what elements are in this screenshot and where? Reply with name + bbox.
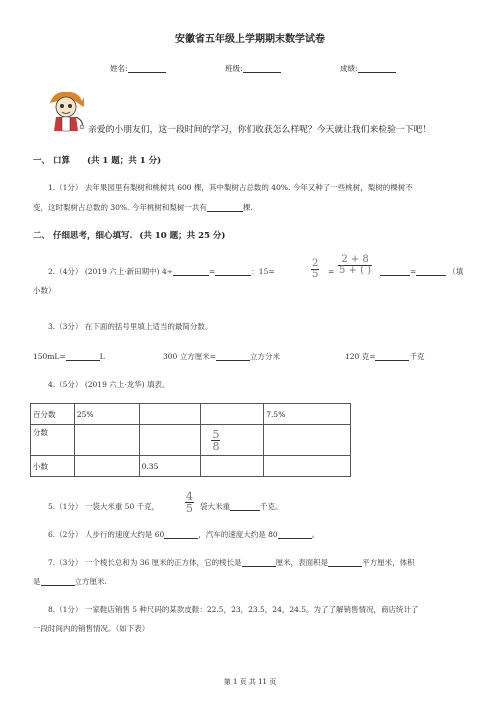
q7-text-a: 一个棱长总和为 36 厘米的正方体，它的棱长是 <box>84 558 242 567</box>
q5-line1 <box>48 502 159 511</box>
score-blank[interactable] <box>358 64 396 73</box>
q3-text: 在下面的括号里填上适当的最简分数。 <box>84 322 213 331</box>
q3-item2 <box>163 352 280 361</box>
table-cell: 7.5% <box>264 404 351 425</box>
q2-blank-3[interactable] <box>380 267 410 276</box>
q6-line1 <box>48 530 319 539</box>
q2-blank-1[interactable] <box>173 267 209 276</box>
table-cell: 分数 <box>31 425 75 456</box>
table-cell[interactable] <box>139 404 201 425</box>
q2-blank-4[interactable] <box>416 267 446 276</box>
q7-text-b: 厘米，表面积是 <box>275 558 329 567</box>
q6-prefix: 6.（2分） <box>48 530 83 539</box>
name-label: 姓名: <box>110 64 128 73</box>
q4-source: (2019 六上·龙华) <box>84 380 145 389</box>
mascot-image <box>40 87 88 135</box>
q3-item2-a: 300 立方厘米= <box>163 352 216 361</box>
q5-prefix: 5.（1分） <box>48 502 83 511</box>
q1-line1 <box>48 183 413 192</box>
q1-text-c: 棵. <box>242 203 253 212</box>
table-cell[interactable] <box>74 456 139 477</box>
name-field <box>110 64 166 73</box>
greeting-text: 亲爱的小朋友们，这一段时间的学习，你们收获怎么样呢？今天就让我们来检验一下吧！ <box>88 125 432 135</box>
class-label: 班级: <box>225 64 243 73</box>
table-cell-fraction <box>201 425 264 456</box>
class-blank[interactable] <box>243 64 281 73</box>
table-row-percent <box>31 404 351 425</box>
q4-line1 <box>48 380 169 389</box>
table-cell[interactable] <box>201 456 264 477</box>
q7-prefix: 7.（3分） <box>48 558 83 567</box>
q5-line1-end <box>200 502 283 511</box>
section1-heading <box>33 156 161 166</box>
q5-text-a: 一袋大米重 50 千克， <box>84 502 160 511</box>
table-cell: 0.35 <box>139 456 201 477</box>
section2-title: 二、 仔细思考，细心填写. <box>33 231 133 241</box>
q1-text-b: 变，这时梨树占总数的 30%. 今年桃树和梨树一共有 <box>33 203 207 212</box>
name-blank[interactable] <box>128 64 166 73</box>
q2-frac-a-num: 2 <box>312 258 319 269</box>
table-row-fraction <box>31 425 351 456</box>
q2-blank-2[interactable] <box>215 267 251 276</box>
q4-table <box>30 403 351 477</box>
q3-line1 <box>48 322 212 331</box>
page-footer: 第 1 页 共 11 页 <box>223 678 277 686</box>
q2-frac-b-num: 2 + 8 <box>338 255 372 266</box>
q5-text-c: 千克。 <box>260 502 283 511</box>
q7-blank-2[interactable] <box>328 558 362 567</box>
q6-text-b: ，汽车的速度大约是 80 <box>198 530 278 539</box>
q2-end: （填 <box>448 267 464 276</box>
q3-blank-1[interactable] <box>66 352 100 361</box>
q6-text-c: 。 <box>311 530 320 539</box>
q2-line1-end <box>380 267 463 276</box>
class-field <box>225 64 281 73</box>
q8-line2: 一段时间内的销售情况。（如下表） <box>33 624 150 633</box>
q3-blank-2[interactable] <box>216 352 250 361</box>
q8-text-a: 一家鞋店销售 5 种尺码的某款皮鞋：22.5，23，23.5，24，24.5。为了了解销售情况，商店统计了 <box>84 605 419 614</box>
q1-line2 <box>33 203 253 212</box>
q2-line2: 小数） <box>33 286 56 295</box>
q3-item1 <box>33 352 105 361</box>
q3-item3 <box>345 352 424 361</box>
q2-prefix: 2.（4分） <box>48 267 83 276</box>
table-cell[interactable] <box>264 456 351 477</box>
q7-line1 <box>48 558 415 567</box>
page-title: 安徽省五年级上学期期末数学试卷 <box>175 34 325 45</box>
table-cell[interactable] <box>264 425 351 456</box>
section1-title: 一、 口算 <box>33 156 70 166</box>
table-cell: 小数 <box>31 456 75 477</box>
q8-prefix: 8.（1分） <box>48 605 83 614</box>
table-cell[interactable] <box>139 425 201 456</box>
q2-eq3: = <box>410 267 417 276</box>
q5-text-b: 袋大米重 <box>200 502 230 511</box>
q2-frac-a-den: 5 <box>312 269 319 280</box>
table-row-decimal <box>31 456 351 477</box>
q2-eq2: = <box>328 267 335 276</box>
q7-text-c: 平方厘米，体积 <box>362 558 415 567</box>
q7-line2 <box>33 577 107 586</box>
q7-blank-1[interactable] <box>242 558 276 567</box>
q3-blank-3[interactable] <box>375 352 409 361</box>
q4-text: 填表。 <box>146 380 170 389</box>
q6-blank-1[interactable] <box>164 530 198 539</box>
q3-item3-b: 千克 <box>409 352 425 361</box>
q3-item1-a: 150mL= <box>33 352 66 361</box>
q2-colon: ：15= <box>251 267 275 276</box>
table-cell[interactable] <box>201 404 264 425</box>
q5-fraction <box>185 491 194 514</box>
q6-blank-2[interactable] <box>278 530 312 539</box>
q5-frac-den: 5 <box>186 502 193 515</box>
q2-lead: 4÷ <box>161 267 173 276</box>
q4-frac-den: 8 <box>212 439 220 453</box>
score-field <box>340 64 396 73</box>
q3-item2-b: 立方分米 <box>249 352 280 361</box>
q1-prefix: 1.（1分） <box>48 183 83 192</box>
table-cell: 25% <box>74 404 139 425</box>
q2-fraction-a <box>311 259 319 280</box>
score-label: 成绩: <box>340 64 358 73</box>
q7-text-d: 是 <box>33 577 41 586</box>
q5-blank[interactable] <box>230 502 260 511</box>
q4-prefix: 4.（5分） <box>48 380 83 389</box>
section2-heading <box>33 231 225 241</box>
section2-meta: (共 10 题；共 25 分) <box>139 231 226 241</box>
table-cell: 百分数 <box>31 404 75 425</box>
q1-text-a: 去年果园里有梨树和桃树共 600 棵，其中梨树占总数的 40%. 今年又种了一些桃树，梨树的棵树不 <box>84 183 413 192</box>
q3-item1-b: L <box>99 352 105 361</box>
q2-line1 <box>48 267 275 276</box>
q6-text-a: 人步行的速度大约是 60 <box>84 530 165 539</box>
section1-meta: (共 1 题；共 1 分) <box>86 156 162 166</box>
q2-eq1: = <box>209 267 216 276</box>
q4-frac-num: 5 <box>212 427 220 441</box>
q1-answer-blank[interactable] <box>207 203 243 212</box>
q2-frac-b-den: 5 + ( ) <box>339 265 372 276</box>
q2-fraction-b <box>338 255 372 276</box>
q2-source: (2019 六上·新田期中) <box>84 267 160 276</box>
q7-text-e: 立方厘米. <box>74 577 107 586</box>
q8-line1 <box>48 605 419 614</box>
q3-item3-a: 120 克= <box>345 352 376 361</box>
table-cell[interactable] <box>74 425 139 456</box>
q7-blank-3[interactable] <box>41 577 75 586</box>
q3-prefix: 3.（3分） <box>48 322 83 331</box>
q5-frac-num: 4 <box>186 490 193 503</box>
